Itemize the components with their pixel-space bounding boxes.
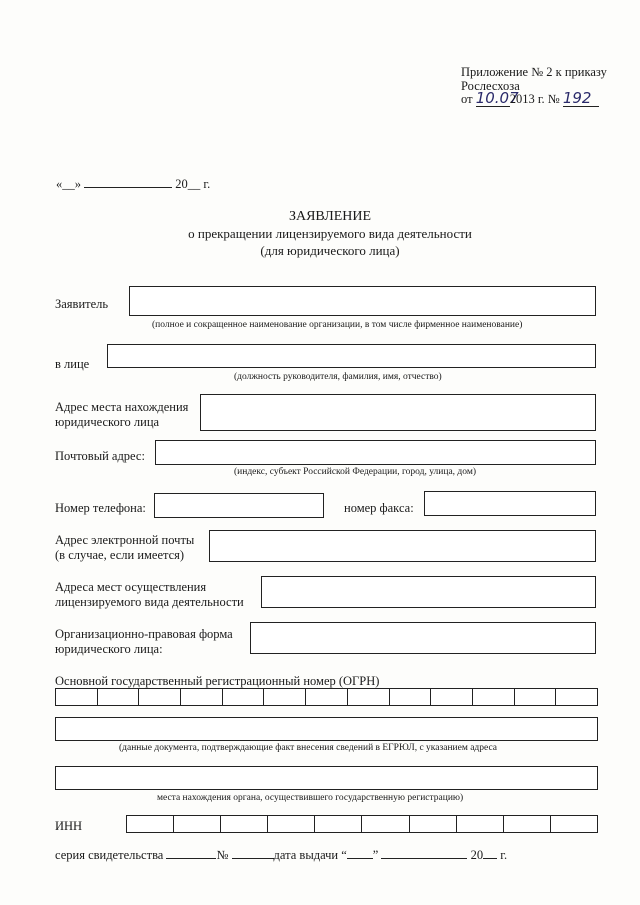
ogrn-digit-cell[interactable] <box>306 689 348 705</box>
fax-field[interactable] <box>424 491 596 516</box>
representative-hint: (должность руководителя, фамилия, имя, отчество) <box>234 372 442 382</box>
certificate-quote-close: ” <box>372 848 379 862</box>
doc-title: ЗАЯВЛЕНИЕ <box>288 209 372 224</box>
postal-hint: (индекс, субъект Российской Федерации, город, улица, дом) <box>234 467 476 477</box>
inn-digit-grid[interactable] <box>126 815 598 833</box>
ogrn-digit-cell[interactable] <box>223 689 265 705</box>
doc-subtitle-2: (для юридического лица) <box>260 243 400 258</box>
legal-form-field[interactable] <box>250 622 596 654</box>
ogrn-digit-cell[interactable] <box>264 689 306 705</box>
inn-digit-cell[interactable] <box>221 816 268 832</box>
email-field[interactable] <box>209 530 596 562</box>
ogrn-digit-cell[interactable] <box>515 689 557 705</box>
address-label-1: Адрес места нахождения <box>55 400 189 414</box>
address-field[interactable] <box>200 394 596 431</box>
certificate-g-label: г. <box>500 848 508 862</box>
date-line <box>56 177 210 192</box>
certificate-number-blank[interactable] <box>232 858 274 859</box>
activity-label-1: Адреса мест осуществления <box>55 580 207 594</box>
doc-subtitle-1: о прекращении лицензируемого вида деятельности <box>188 226 472 241</box>
appendix-line-2: Рослесхоза <box>461 79 520 93</box>
appendix-date-handwritten: 10.07 <box>475 89 519 107</box>
certificate-day-blank[interactable] <box>347 858 373 859</box>
legal-form-label-1: Организационно-правовая форма <box>55 627 233 641</box>
postal-field[interactable] <box>155 440 596 465</box>
certificate-issued-label: дата выдачи <box>273 848 339 862</box>
certificate-month-blank[interactable] <box>381 858 467 859</box>
representative-field[interactable] <box>107 344 596 368</box>
certificate-year-label: 20 <box>470 848 484 862</box>
activity-address-field[interactable] <box>261 576 596 608</box>
certificate-number-label: № <box>216 848 229 862</box>
ogrn-digit-cell[interactable] <box>556 689 597 705</box>
inn-digit-cell[interactable] <box>410 816 457 832</box>
egrul-document-hint: (данные документа, подтверждающие факт внесения сведений в ЕГРЮЛ, с указанием адреса <box>119 743 498 753</box>
certificate-series-blank[interactable] <box>166 858 216 859</box>
ogrn-digit-cell[interactable] <box>181 689 223 705</box>
representative-label: в лице <box>55 357 90 371</box>
ogrn-digit-cell[interactable] <box>139 689 181 705</box>
ogrn-digit-cell[interactable] <box>98 689 140 705</box>
ogrn-digit-cell[interactable] <box>56 689 98 705</box>
inn-digit-cell[interactable] <box>457 816 504 832</box>
ogrn-label: Основной государственный регистрационный номер (ОГРН) <box>55 674 380 688</box>
egrul-document-field[interactable] <box>55 717 598 741</box>
appendix-ot: от <box>461 92 473 106</box>
applicant-label: Заявитель <box>55 297 109 311</box>
inn-digit-cell[interactable] <box>174 816 221 832</box>
address-label-2: юридического лица <box>55 415 160 429</box>
inn-digit-cell[interactable] <box>362 816 409 832</box>
phone-label: Номер телефона: <box>55 501 146 515</box>
certificate-quote-open: “ <box>341 848 347 862</box>
inn-label: ИНН <box>55 819 83 833</box>
email-label-2: (в случае, если имеется) <box>55 548 185 562</box>
ogrn-digit-cell[interactable] <box>390 689 432 705</box>
postal-label: Почтовый адрес: <box>55 449 145 463</box>
date-month-blank[interactable] <box>84 187 172 188</box>
legal-form-label-2: юридического лица: <box>55 642 163 656</box>
certificate-line <box>55 848 507 863</box>
inn-digit-cell[interactable] <box>504 816 551 832</box>
activity-label-2: лицензируемого вида деятельности <box>55 595 244 609</box>
phone-field[interactable] <box>154 493 324 518</box>
inn-digit-cell[interactable] <box>315 816 362 832</box>
inn-digit-cell[interactable] <box>127 816 174 832</box>
appendix-year: 2013 г. № <box>509 92 560 106</box>
inn-digit-cell[interactable] <box>268 816 315 832</box>
date-day: «__» <box>56 177 81 191</box>
certificate-year-blank[interactable] <box>483 858 497 859</box>
applicant-field[interactable] <box>129 286 596 316</box>
appendix-number-handwritten: 192 <box>563 91 599 107</box>
appendix-line-1: Приложение № 2 к приказу <box>461 65 607 79</box>
certificate-series-label: серия свидетельства <box>55 848 164 862</box>
registration-organ-field[interactable] <box>55 766 598 790</box>
ogrn-digit-cell[interactable] <box>431 689 473 705</box>
date-year: 20__ г. <box>175 177 211 191</box>
ogrn-digit-cell[interactable] <box>348 689 390 705</box>
appendix-order-line <box>461 91 599 107</box>
registration-organ-hint: места нахождения органа, осуществившего государственную регистрацию) <box>157 793 464 803</box>
ogrn-digit-grid[interactable] <box>55 688 598 706</box>
fax-label: номер факса: <box>344 501 414 515</box>
email-label-1: Адрес электронной почты <box>55 533 195 547</box>
ogrn-digit-cell[interactable] <box>473 689 515 705</box>
applicant-hint: (полное и сокращенное наименование организации, в том числе фирменное наименование) <box>152 320 523 330</box>
inn-digit-cell[interactable] <box>551 816 597 832</box>
